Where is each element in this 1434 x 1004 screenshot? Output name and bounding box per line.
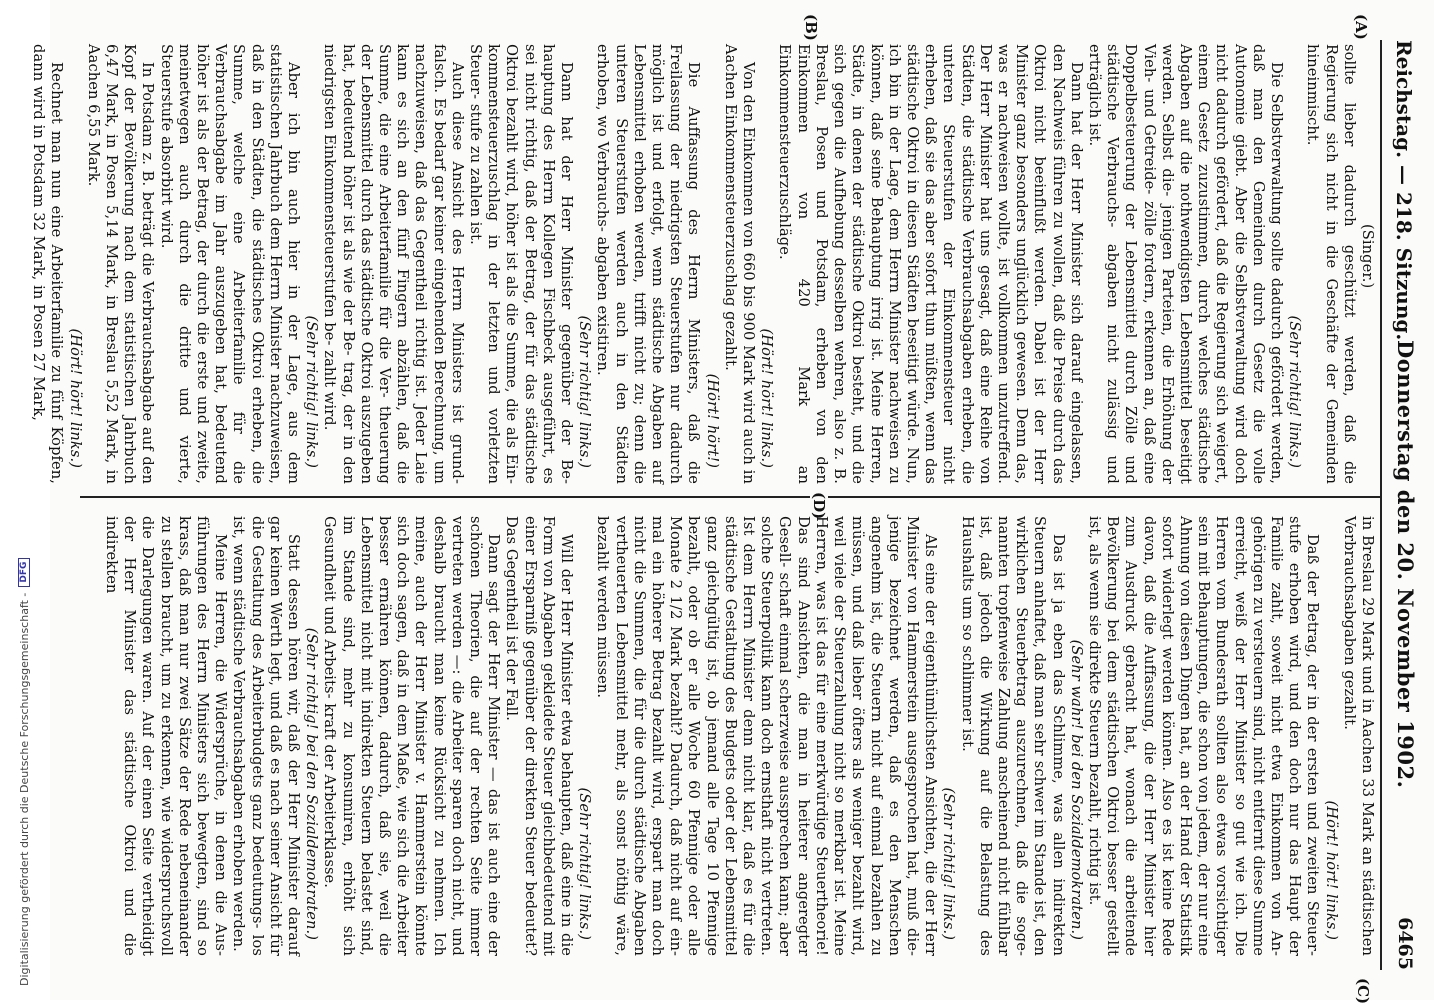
- margin-marker-c: (C): [1354, 978, 1372, 1004]
- interjection: (Hört! hört! links.): [1322, 800, 1340, 940]
- paragraph: Als eine der eigenthümlichsten Ansichten, die der Herr Minister von Hammerstein ausgesprochen hat, muß die- jenige bezeichnet werden, daß es den Menschen angenehm ist, die Steuern nicht auf einmal bezahlen zu müssen, und daß lieber öfters als weniger bezahlt wird, weil viele der Steuerzahlung nicht so merkbar ist. Meine Herren, was ist das für eine merkwürdige Steuertheorie! Das sind Ansichten, die man in heiterer angeregter Gesell- schaft einmal scherzweise aussprechen kann; aber solche Steuerpolitik kann doch ernsthaft nicht vertreten. Ist dem Herrn Minister denn nicht klar, daß es für die städtische Gestaltung des Budgets oder der Lebensmittel ganz gleichgültig ist, ob jemand alle Tage 10 Pfennige bezahlt, oder ob er alle Woche 60 Pfennige oder alle Monate 2 1/2 Mark bezahlt? Dadurch, daß nicht auf ein- mal ein höherer Betrag bezahlt wird, erspart man doch nicht die Summen, die für die durch städtische Abgaben vertheuerten Lebensmittel mehr, als sonst nöthig wäre, bezahlt werden müssen.: [594, 516, 940, 956]
- paragraph: in Breslau 29 Mark und in Aachen 33 Mark an städtischen Verbrauchsabgaben gezahlt.: [1340, 516, 1376, 956]
- paragraph: Die Selbstverwaltung sollte dadurch gefördert werden, daß man den Gemeinden durch Gesetz die volle Autonomie giebt. Aber die Selbstverwaltung wird doch nicht dadurch gefördert, daß die Regierung sich weigert, einem Gesetz zuzustimmen, durch welches städtische Abgaben auf die nothwendigsten Lebensmittel beseitigt werden. Selbst die- jenigen Parteien, die Erhöhung der Vieh- und Getreide- zölle fordern, erkennen an, daß eine Doppelbesteuerung der Lebensmittel durch Zölle und städtische Verbrauchs- abgaben nicht zulässig und erträglich ist.: [1085, 44, 1285, 484]
- left-column: [29, 44, 1376, 484]
- header-session: Reichstag. — 218. Sitzung.: [1392, 40, 1416, 341]
- paragraph: sollte lieber dadurch geschützt werden, daß die Regierung sich nicht in die Geschäfte der Gemeinden hineinmischt.: [1304, 44, 1358, 484]
- paragraph: Aber ich bin auch hier in der Lage, aus dem statistischen Jahrbuch dem Herrn Minister nachzuweisen, daß in den Städten, die städtisches Oktroi erheben, die Summe, welche eine Arbeiterfamilie für die Verbrauchsabgabe im Jahr auszugeben hat, bedeutend höher ist als der Betrag, der durch die erste und zweite, meinetwegen auch durch die dritte und vierte, Steuerstufe absorbirt wird.: [157, 44, 303, 484]
- margin-marker-a: (A): [1352, 14, 1370, 40]
- paragraph: Rechnet man nun eine Arbeiterfamilie zu fünf Köpfen, dann wird in Potsdam 32 Mark, in Posen 27 Mark,: [30, 44, 66, 484]
- interjection: (Sehr richtig! links.): [303, 315, 321, 468]
- scanned-page: [30, 0, 1434, 1004]
- speaker-name: (Singer.): [1359, 224, 1376, 289]
- page-content: [30, 0, 1434, 1004]
- interjection: (Sehr wahr! bei den Sozialdemokraten.): [1067, 639, 1085, 940]
- interjection: (Sehr richtig! links.): [940, 787, 958, 940]
- paragraph: Daß der Betrag, der in der ersten und zweiten Steuer- stufe erhoben wird, und den doch nur das Haupt der Familie zahlt, soweit nicht etwa Einkommen von An- gehörigen zu versteuern sind, nicht entfernt diese Summe erreicht, weiß der Herr Minister so gut wie ich. Die Herren vom Bundesrath sollten also etwas vorsichtiger sein mit Behauptungen, die schon von jedem, der nur eine Ahnung von diesen Dingen hat, an der Hand der Statistik sofort widerlegt werden können. Also es ist keine Rede davon, daß die Auffassung, die der Herr Minister hier zum Ausdruck gebracht hat, wonach die arbeitende Bevölkerung bei dem städtischen Oktroi besser gestellt ist, als wenn sie direkte Steuern bezahlt, richtig ist.: [1085, 516, 1322, 956]
- page-number: 6465: [1394, 917, 1416, 970]
- interjection: (Hört! hört! links.): [66, 328, 84, 468]
- margin-marker-b: (B): [802, 14, 820, 41]
- paragraph: Das ist ja eben das Schlimme, was allen indirekten Steuern anhaftet, daß man sehr schwer im Stande ist, den wirklichen Steuerbetrag auszurechnen, daß die soge- nannten tropfenweise Zahlung anscheinend nicht fühlbar ist, daß jedoch die Wirkung auf die Belastung des Haushalts um so schlimmer ist.: [958, 516, 1067, 956]
- interjection: (Sehr richtig! links.): [576, 315, 594, 468]
- paragraph: Die Auffassung des Herrn Ministers, daß die Freilassung der niedrigsten Steuerstufen nur dadurch möglich ist und erfolgt, wenn städtische Abgaben auf Lebensmittel erhoben werden, trifft nicht zu; denn die unteren Steuerstufen werden auch in den Städten erhoben, wo Verbrauchs- abgaben existiren.: [594, 44, 703, 484]
- dfg-logo: DFG: [18, 558, 30, 587]
- paragraph: Dann hat der Herr Minister sich darauf eingelassen, den Nachweis führen zu wollen, daß die Preise durch das Oktroi nicht beeinflußt werden. Dabei ist der Herr Minister ganz besonders unglücklich gewesen. Denn das, was er nachweisen wollte, ist vollkommen unzutreffend. Der Herr Minister hat uns gesagt, daß eine Reihe von Städten, die städtische Verbrauchsabgaben erheben, die unteren Steuerstufen der Einkommensteuer nicht erheben, daß sie das aber sofort thun müßten, wenn das städtische Oktroi in diesen Städten beseitigt würde. Nun, ich bin in der Lage, dem Herrn Minister nachweisen zu können, daß seine Behauptung irrig ist. Meine Herren, Städte, in denen der städtische Oktroi besteht, und die sich gegen die Aufhebung desselben wehren, also z. B. Breslau, Posen und Potsdam, erheben von den Einkommen von 420 Mark an Einkommensteuerzuschläge.: [776, 44, 1085, 484]
- column-divider: [80, 496, 1380, 498]
- page-header: [1380, 40, 1426, 970]
- interjection: (Hört! hört! links.): [758, 328, 776, 468]
- paragraph: Meine Herren, die Widersprüche, in denen die Aus- führungen des Herrn Ministers sich bewegten, sind so krass, daß man nur zwei Sätze der Rede nebeneinander zu stellen braucht, um zu erkennen, wie widerspruchsvoll die Darlegungen waren. Auf der einen Seite vertheidigt der Herr Minister das städtische Oktroi und die indirekten: [102, 516, 230, 956]
- paragraph: Statt dessen hören wir, daß der Herr Minister darauf gar keinen Werth legt, und daß es nach seiner Ansicht für die Gestaltung des Arbeiterbudgets ganz bedeutungs- los ist, wenn städtische Verbrauchsabgaben erhoben werden.: [230, 516, 303, 956]
- paragraph: Auch diese Ansicht des Herrn Ministers ist grund- falsch. Es bedarf gar keiner eingehenden Berechnung, um nachzuweisen, daß das Gegentheil richtig ist. Jeder Laie kann es sich an den fünf Fingern abzählen, daß die Summe, die eine Arbeiterfamilie für die Ver- theuerung der Lebensmittel durch das städtische Oktroi auszugeben hat, bedeutend höher ist als wie der Be- trag, der in den niedrigsten Einkommensteuerstufen be- zahlt wird.: [321, 44, 466, 484]
- interjection: (Hört! hört!): [703, 373, 721, 468]
- dfg-credit-text: Digitalisierung gefördert durch die Deutsche Forschungsgemeinschaft -: [17, 592, 31, 986]
- interjection: (Sehr richtig! bei den Sozialdemokraten.): [303, 627, 321, 940]
- margin-marker-d: (D): [810, 492, 828, 520]
- header-date: Donnerstag den 20. November 1902.: [1393, 340, 1418, 789]
- interjection: (Sehr richtig! links.): [576, 787, 594, 940]
- interjection: (Sehr richtig! links.): [1286, 315, 1304, 468]
- paragraph: Dann hat der Herr Minister gegenüber der Be- hauptung des Herrn Kollegen Fischbeck ausgeführt, es sei nicht richtig, daß der Betrag, der für das städtische Oktroi bezahlt wird, höher ist als die Summe, die als Ein- kommensteuerzuschlag in der letzten und vorletzten Steuer- stufe zu zahlen ist.: [467, 44, 576, 484]
- paragraph: Von den Einkommen von 660 bis 900 Mark wird auch in Aachen Einkommensteuerzuschlag gezahlt.: [721, 44, 758, 484]
- paragraph: Will der Herr Minister etwa behaupten, daß eine in die Form von Abgaben gekleidete Steuer gleichbedeutend mit einer Ersparniß gegenüber der direkten Steuer bedeutet? Das Gegentheil ist der Fall.: [503, 516, 576, 956]
- right-column: [102, 516, 1376, 956]
- paragraph: Dann sagt der Herr Minister — das ist auch eine der schönen Theorien, die auf der rechten Seite immer vertreten werden —: die Arbeiter sparen doch nicht, und deshalb braucht man keine Rücksicht zu nehmen. Ich meine, auch der Herr Minister v. Hammerstein könnte sich doch sagen, daß in dem Maße, wie sich die Arbeiter besser ernähren können, dadurch, daß sie, weil die Lebensmittel nicht mit indirekten Steuern belastet sind, im Stande sind, mehr zu konsumiren, erhöht sich Gesundheit und Arbeits- kraft der Arbeiterklasse.: [321, 516, 503, 956]
- paragraph: In Potsdam z. B. beträgt die Verbrauchsabgabe auf den Kopf der Bevölkerung nach dem statistischen Jahrbuch 6,47 Mark, in Posen 5,14 Mark, in Breslau 5,52 Mark, in Aachen 6,55 Mark.: [84, 44, 157, 484]
